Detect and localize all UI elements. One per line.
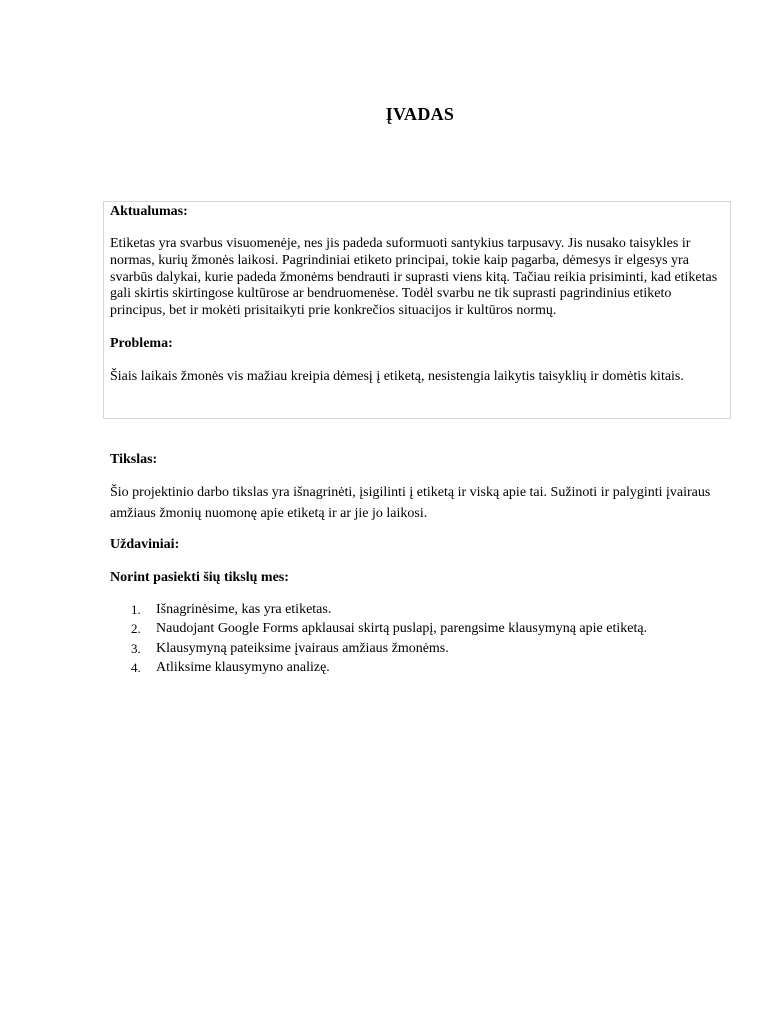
tasks-intro: Norint pasiekti šių tikslų mes:: [110, 570, 289, 585]
goal-and-tasks-section: [110, 451, 730, 678]
page-title: ĮVADAS: [385, 104, 455, 124]
list-item: [110, 600, 730, 619]
problem-text: Šiais laikais žmonės vis mažiau kreipia dėmesį į etiketą, nesistengia laikytis taisyklių ir domėtis kitais.: [110, 368, 684, 384]
relevance-text: Etiketas yra svarbus visuomenėje, nes jis padeda suformuoti santykius tarpusavy. Jis nusako taisykles ir normas, kurių žmonės laikosi. Pagrindiniai etiketo principai, tokie kaip pagarba, dėmesys ir elgesys yra svarbūs dalykai, kurie padeda žmonėms bendrauti ir suprasti viens kitą. Tačiau reikia prisiminti, kad etiketas gali skirtis skirtingose kultūrose ar bendruomenėse. Todėl svarbu ne tik suprasti pagrindinius etiketo principus, bet ir mokėti prisitaikyti prie konkrečios situacijos ir kultūros normų.: [110, 236, 718, 319]
list-item-text: Klausymyną pateiksime įvairaus amžiaus žmonėms.: [156, 640, 449, 656]
list-item: [110, 619, 730, 638]
goal-text: Šio projektinio darbo tikslas yra išnagrinėti, įsigilinti į etiketą ir viską apie tai. Sužinoti ir palyginti įvairaus amžiaus žmonių nuomonę apie etiketą ir ar jie jo laikosi.: [110, 485, 711, 521]
list-item-number: 1.: [131, 602, 141, 617]
goal-heading: Tikslas:: [110, 452, 158, 467]
relevance-heading: Aktualumas:: [110, 204, 188, 219]
list-item: [110, 639, 730, 658]
problem-heading: Problema:: [110, 335, 173, 351]
task-list: [110, 600, 730, 678]
list-item-text: Naudojant Google Forms apklausai skirtą puslapį, parengsime klausymyną apie etiketą.: [156, 621, 648, 637]
list-item-text: Išnagrinėsime, kas yra etiketas.: [156, 602, 332, 617]
list-item-number: 2.: [131, 621, 141, 637]
list-item: [110, 658, 730, 677]
tasks-heading: Uždaviniai:: [110, 537, 180, 552]
list-item-number: 3.: [131, 640, 141, 656]
relevance-problem-box: [103, 201, 731, 419]
list-item-text: Atliksime klausymyno analizę.: [156, 660, 330, 676]
list-item-number: 4.: [131, 660, 141, 676]
